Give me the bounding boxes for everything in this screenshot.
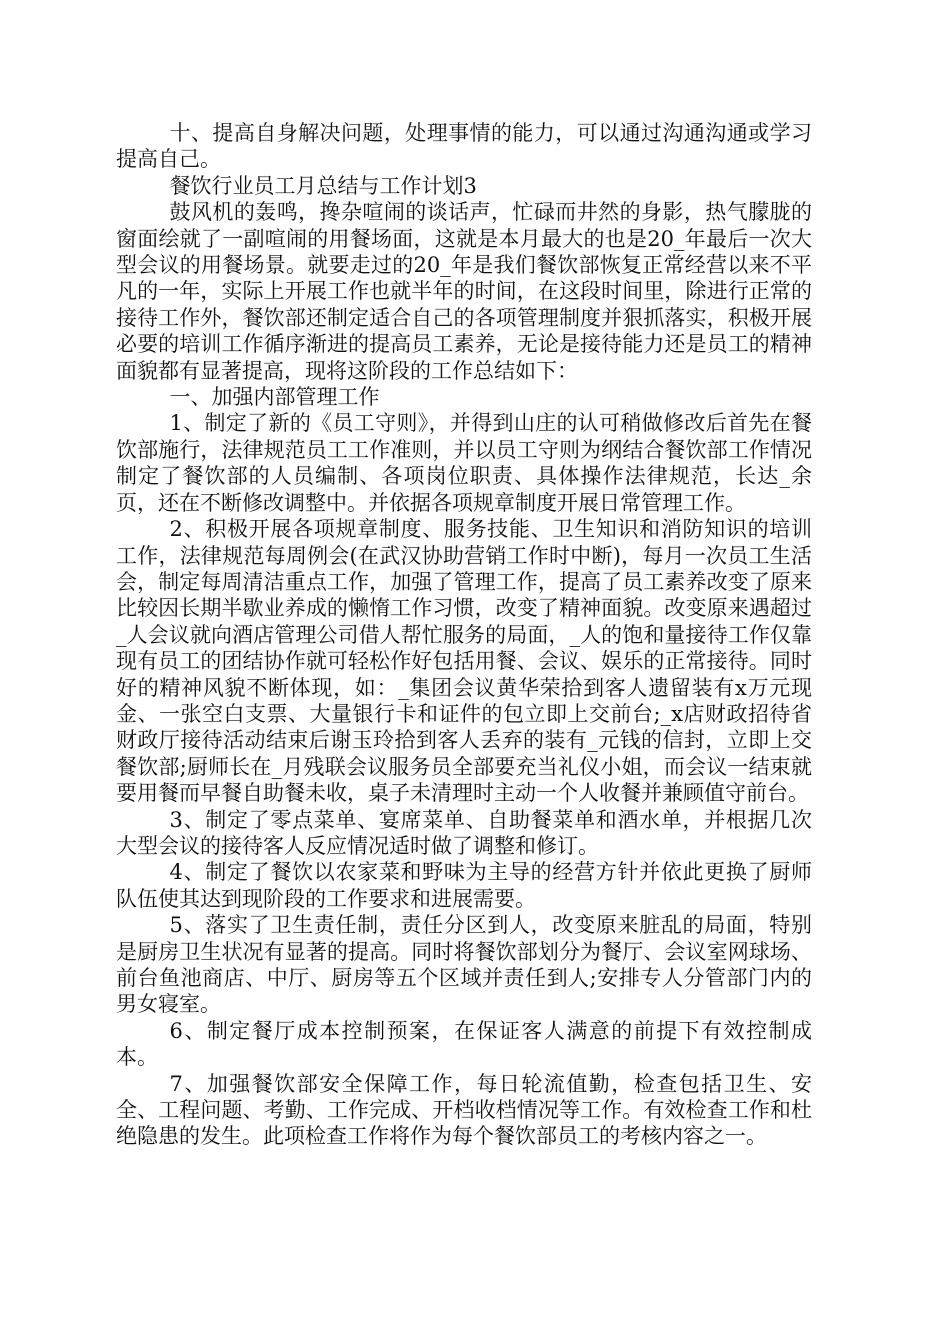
paragraph-item-2: 2、积极开展各项规章制度、服务技能、卫生知识和消防知识的培训工作，法律规范每周例会(在武汉协助营销工作时中断)，每月一次员工生活会，制定每周清洁重点工作，加强了管理工作，提高了员工素养改变了原来比较因长期半歇业养成的懒惰工作习惯，改变了精神面貌。改变原来遇超过_人会议就向酒店管理公司借人帮忙服务的局面，_人的饱和量接待工作仅靠现有员工的团结协作就可轻松作好包括用餐、会议、娱乐的正常接待。同时好的精神风貌不断体现，如：_集团会议黄华荣拾到客人遗留装有x万元现金、一张空白支票、大量银行卡和证件的包立即上交前台;_x店财政招待省财政厅接待活动结束后谢玉玲拾到客人丢弃的装有_元钱的信封，立即上交餐饮部;厨师长在_月残联会议服务员全部要充当礼仪小姐，而会议一结束就要用餐而早餐自助餐未收，桌子未清理时主动一个人收餐并兼顾值守前台。 <box>116 517 812 806</box>
paragraph-heading-internal-management: 一、加强内部管理工作 <box>169 385 380 410</box>
paragraph-item-3: 3、制定了零点菜单、宴席菜单、自助餐菜单和酒水单，并根据几次大型会议的接待客人反应情况适时做了调整和修订。 <box>116 807 812 858</box>
paragraph-item-6: 6、制定餐厅成本控制预案，在保证客人满意的前提下有效控制成本。 <box>116 1018 812 1070</box>
paragraph-item-4: 4、制定了餐饮以农家菜和野味为主导的经营方针并依此更换了厨师队伍使其达到现阶段的工作要求和进展需要。 <box>116 860 812 911</box>
paragraph-section-ten: 十、提高自身解决问题，处理事情的能力，可以通过沟通沟通或学习提高自己。 <box>116 121 812 172</box>
document-body <box>116 120 812 1150</box>
paragraph-item-7: 7、加强餐饮部安全保障工作，每日轮流值勤，检查包括卫生、安全、工程问题、考勤、工作完成、开档收档情况等工作。有效检查工作和杜绝隐患的发生。此项检查工作将作为每个餐饮部员工的考核内容之一。 <box>116 1071 812 1149</box>
paragraph-intro: 鼓风机的轰鸣，搀杂喧闹的谈话声，忙碌而井然的身影，热气朦胧的窗面绘就了一副喧闹的用餐场面，这就是本月最大的也是20_年最后一次大型会议的用餐场景。就要走过的20_年是我们餐饮部恢复正常经营以来不平凡的一年，实际上开展工作也就半年的时间，在这段时间里，除进行正常的接待工作外，餐饮部还制定适合自己的各项管理制度并狠抓落实，积极开展必要的培训工作循序渐进的提高员工素养，无论是接待能力还是员工的精神面貌都有显著提高，现将这阶段的工作总结如下： <box>116 200 812 383</box>
paragraph-item-5: 5、落实了卫生责任制，责任分区到人，改变原来脏乱的局面，特别是厨房卫生状况有显著的提高。同时将餐饮部划分为餐厅、会议室网球场、前台鱼池商店、中厅、厨房等五个区域并责任到人;安排专人分管部门内的男女寝室。 <box>116 913 812 1017</box>
paragraph-article-title: 餐饮行业员工月总结与工作计划3 <box>169 173 477 198</box>
paragraph-item-1: 1、制定了新的《员工守则》，并得到山庄的认可稍做修改后首先在餐饮部施行，法律规范员工工作准则，并以员工守则为纲结合餐饮部工作情况制定了餐饮部的人员编制、各项岗位职责、具体操作法律规范，长达_余页，还在不断修改调整中。并依据各项规章制度开展日常管理工作。 <box>116 411 812 515</box>
